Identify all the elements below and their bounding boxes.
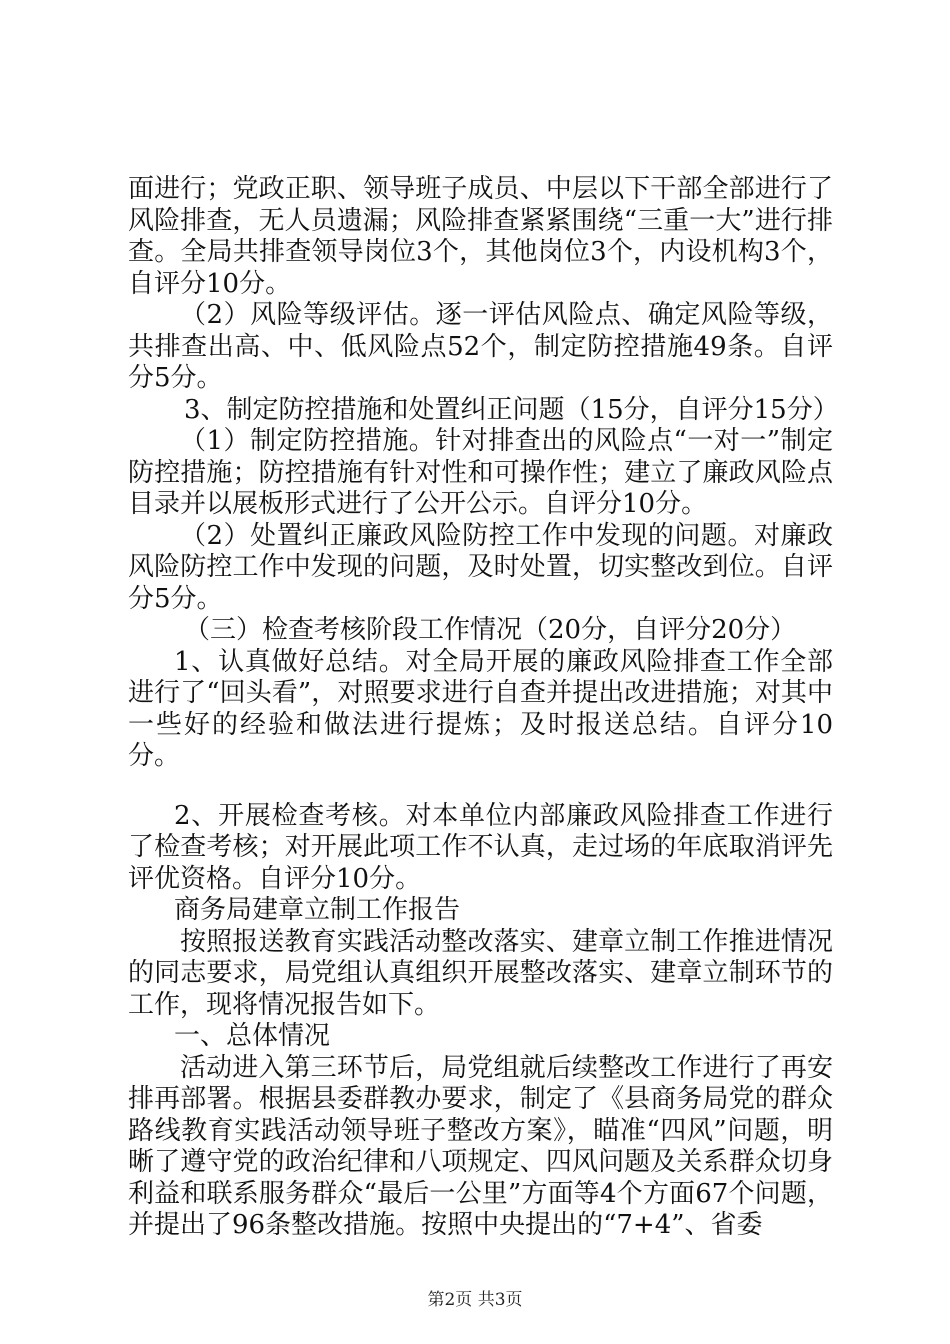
- paragraph-overall-situation: 活动进入第三环节后，局党组就后续整改工作进行了再安排再部署。根据县委群教办要求，制定了《县商务局党的群众路线教育实践活动领导班子整改方案》，瞄准“四风”问题，明晰了遵守党的政治纪律和八项规定、四风问题及关系群众切身利益和联系服务群众“最后一公里”方面等4个方面67个问题，并提出了96条整改措施。按照中央提出的“7+4”、省委: [128, 1052, 833, 1240]
- section-heading-overall: 一、总体情况: [174, 1021, 331, 1051]
- paragraph-control-measures: （1）制定防控措施。针对排查出的风险点“一对一”制定防控措施；防控措施有针对性和可操作性；建立了廉政风险点目录并以展板形式进行了公开公示。自评分10分。: [128, 426, 833, 519]
- paragraph-section-3-heading: 3、制定防控措施和处置纠正问题（15分，自评分15分）: [184, 394, 839, 425]
- paragraph-risk-check-scope: 面进行；党政正职、领导班子成员、中层以下干部全部进行了风险排查，无人员遗漏；风险排查紧紧围绕“三重一大”进行排查。全局共排查领导岗位3个，其他岗位3个，内设机构3个，自评分10分。: [128, 174, 833, 299]
- paragraph-handle-problems: （2）处置纠正廉政风险防控工作中发现的问题。对廉政风险防控工作中发现的问题，及时处置，切实整改到位。自评分5分。: [128, 520, 833, 614]
- paragraph-inspection-assessment: 2、开展检查考核。对本单位内部廉政风险排查工作进行了检查考核；对开展此项工作不认真，走过场的年底取消评先评优资格。自评分10分。: [128, 800, 833, 894]
- blank-line: [128, 773, 833, 801]
- paragraph-summary: 1、认真做好总结。对全局开展的廉政风险排查工作全部进行了“回头看”，对照要求进行自查并提出改进措施；对其中一些好的经验和做法进行提炼；及时报送总结。自评分10分。: [128, 646, 833, 771]
- document-body: [128, 174, 839, 1242]
- paragraph-inspection-heading: （三）检查考核阶段工作情况（20分，自评分20分）: [184, 615, 797, 645]
- paragraph-risk-level-assessment: （2）风险等级评估。逐一评估风险点、确定风险等级，共排查出高、中、低风险点52个，制定防控措施49条。自评分5分。: [128, 300, 833, 393]
- page-footer: 第2页 共3页: [427, 1290, 523, 1310]
- paragraph-report-intro: 按照报送教育实践活动整改落实、建章立制工作推进情况的同志要求，局党组认真组织开展整改落实、建章立制环节的工作，现将情况报告如下。: [128, 926, 833, 1020]
- report-title: 商务局建章立制工作报告: [174, 895, 461, 925]
